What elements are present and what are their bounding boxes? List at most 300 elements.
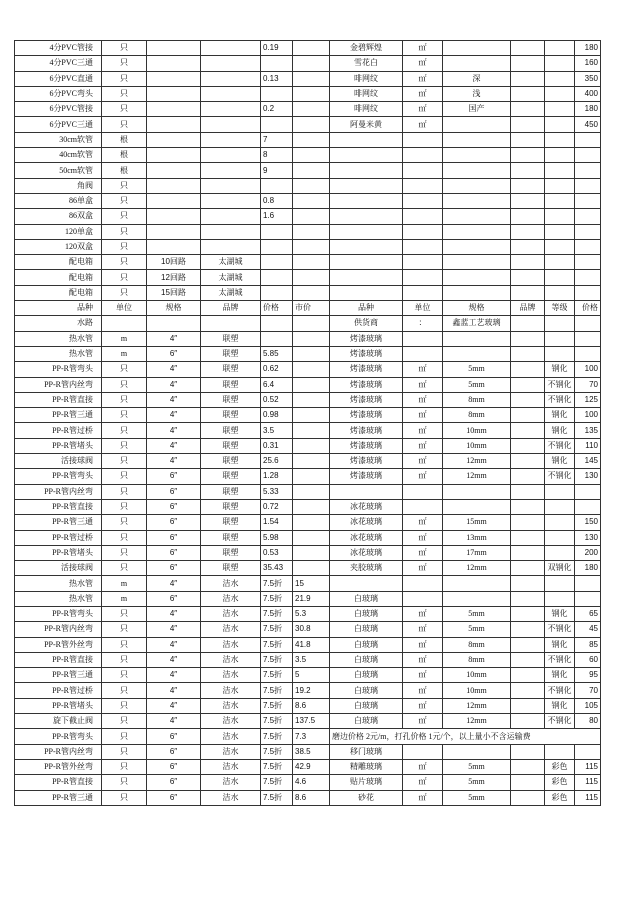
cell-glass-unit: ㎡	[403, 408, 443, 423]
cell-spec	[147, 209, 201, 224]
cell-glass-unit: ㎡	[403, 652, 443, 667]
cell-item-name: 40cm软管	[15, 148, 102, 163]
cell-market-price	[293, 163, 330, 178]
cell-unit: 只	[102, 255, 147, 270]
cell-item-name: 4分PVC三通	[15, 56, 102, 71]
cell-glass-type: 白玻璃	[330, 714, 403, 729]
table-row	[15, 71, 601, 86]
cell-glass-unit	[403, 331, 443, 346]
cell-glass-brand	[511, 377, 545, 392]
cell-glass-unit	[403, 209, 443, 224]
cell-brand: 洁水	[201, 698, 261, 713]
cell-spec	[147, 71, 201, 86]
cell-glass-type: 白玻璃	[330, 622, 403, 637]
cell-price	[261, 117, 293, 132]
cell-unit: 只	[102, 285, 147, 300]
cell-glass-type: 白玻璃	[330, 683, 403, 698]
cell-unit: 只	[102, 683, 147, 698]
table-row	[15, 591, 601, 606]
cell-price: 7.5折	[261, 729, 293, 744]
cell-grade	[545, 331, 575, 346]
cell-brand	[201, 224, 261, 239]
cell-glass-type: 夹胶玻璃	[330, 561, 403, 576]
cell-glass-unit	[403, 148, 443, 163]
cell-glass-type: 冰花玻璃	[330, 530, 403, 545]
cell-glass-type	[330, 255, 403, 270]
cell-market-price	[293, 41, 330, 56]
cell-glass-spec	[443, 132, 511, 147]
table-row	[15, 178, 601, 193]
cell-glass-type: 烤漆玻璃	[330, 377, 403, 392]
cell-spec: 4″	[147, 331, 201, 346]
cell-price	[261, 86, 293, 101]
cell-glass-price	[575, 193, 601, 208]
table-row	[15, 530, 601, 545]
cell-spec: 4″	[147, 714, 201, 729]
cell-glass-spec	[443, 148, 511, 163]
cell-glass-price: 价格	[575, 301, 601, 316]
table-row	[15, 515, 601, 530]
cell-unit: 只	[102, 714, 147, 729]
cell-market-price	[293, 469, 330, 484]
cell-brand	[201, 102, 261, 117]
cell-market-price	[293, 454, 330, 469]
cell-glass-spec: 国产	[443, 102, 511, 117]
cell-spec: 4″	[147, 637, 201, 652]
table-row	[15, 545, 601, 560]
cell-glass-unit: ㎡	[403, 469, 443, 484]
cell-glass-spec	[443, 178, 511, 193]
cell-glass-type: 白玻璃	[330, 668, 403, 683]
cell-market-price	[293, 209, 330, 224]
cell-brand: 联塑	[201, 438, 261, 453]
cell-brand	[201, 163, 261, 178]
cell-spec: 4″	[147, 622, 201, 637]
cell-spec	[147, 163, 201, 178]
cell-glass-spec: 鑫蓝工艺玻璃	[443, 316, 511, 331]
cell-brand: 联塑	[201, 392, 261, 407]
cell-unit: 只	[102, 86, 147, 101]
cell-price: 0.19	[261, 41, 293, 56]
cell-spec	[147, 41, 201, 56]
cell-spec	[147, 86, 201, 101]
cell-glass-unit	[403, 163, 443, 178]
cell-glass-unit	[403, 346, 443, 361]
cell-glass-brand	[511, 545, 545, 560]
cell-glass-price: 65	[575, 606, 601, 621]
cell-unit: 只	[102, 438, 147, 453]
cell-item-name: 配电箱	[15, 255, 102, 270]
cell-unit: 只	[102, 775, 147, 790]
cell-market-price	[293, 484, 330, 499]
cell-spec	[147, 224, 201, 239]
cell-glass-type: 阿曼米黄	[330, 117, 403, 132]
cell-spec: 6″	[147, 790, 201, 805]
cell-price: 1.54	[261, 515, 293, 530]
cell-market-price: 41.8	[293, 637, 330, 652]
cell-price: 5.85	[261, 346, 293, 361]
cell-price: 7.5折	[261, 775, 293, 790]
cell-unit: 只	[102, 759, 147, 774]
cell-glass-price: 145	[575, 454, 601, 469]
cell-glass-unit: ：	[403, 316, 443, 331]
cell-market-price	[293, 530, 330, 545]
cell-unit: 只	[102, 224, 147, 239]
cell-spec	[147, 102, 201, 117]
cell-brand	[201, 193, 261, 208]
cell-price: 7.5折	[261, 576, 293, 591]
cell-glass-brand	[511, 86, 545, 101]
cell-grade: 等级	[545, 301, 575, 316]
cell-glass-brand	[511, 224, 545, 239]
cell-market-price: 42.9	[293, 759, 330, 774]
cell-unit: 根	[102, 132, 147, 147]
cell-price: 3.5	[261, 423, 293, 438]
cell-brand: 品牌	[201, 301, 261, 316]
cell-price: 7.5折	[261, 591, 293, 606]
cell-price: 7.5折	[261, 622, 293, 637]
cell-glass-brand	[511, 637, 545, 652]
table-row	[15, 606, 601, 621]
cell-unit: 只	[102, 637, 147, 652]
cell-unit: 只	[102, 56, 147, 71]
cell-glass-spec: 深	[443, 71, 511, 86]
cell-price: 7.5折	[261, 714, 293, 729]
cell-grade	[545, 132, 575, 147]
cell-glass-brand	[511, 438, 545, 453]
cell-glass-type: 金碧辉煌	[330, 41, 403, 56]
cell-glass-spec: 8mm	[443, 408, 511, 423]
cell-grade: 钢化	[545, 606, 575, 621]
cell-glass-brand	[511, 423, 545, 438]
cell-market-price	[293, 285, 330, 300]
cell-item-name: 6分PVC管接	[15, 102, 102, 117]
cell-glass-type: 烤漆玻璃	[330, 438, 403, 453]
table-row	[15, 484, 601, 499]
cell-item-name: PP-R管直接	[15, 652, 102, 667]
cell-glass-spec	[443, 255, 511, 270]
cell-unit: 只	[102, 71, 147, 86]
cell-grade	[545, 530, 575, 545]
table-row	[15, 637, 601, 652]
cell-glass-unit: ㎡	[403, 775, 443, 790]
table-row	[15, 576, 601, 591]
cell-brand: 联塑	[201, 484, 261, 499]
cell-glass-spec: 12mm	[443, 469, 511, 484]
cell-unit: 只	[102, 545, 147, 560]
cell-market-price	[293, 224, 330, 239]
cell-market-price: 15	[293, 576, 330, 591]
cell-item-name: 86单盒	[15, 193, 102, 208]
cell-brand: 联塑	[201, 331, 261, 346]
cell-glass-price: 70	[575, 683, 601, 698]
table-row	[15, 759, 601, 774]
cell-glass-brand	[511, 561, 545, 576]
cell-glass-spec: 10mm	[443, 423, 511, 438]
cell-spec: 6″	[147, 759, 201, 774]
cell-glass-unit	[403, 178, 443, 193]
cell-glass-type	[330, 224, 403, 239]
cell-brand: 洁水	[201, 683, 261, 698]
table-row	[15, 285, 601, 300]
cell-grade: 钢化	[545, 637, 575, 652]
table-row	[15, 454, 601, 469]
cell-price: 7.5折	[261, 683, 293, 698]
cell-grade	[545, 499, 575, 514]
table-row	[15, 668, 601, 683]
cell-brand: 联塑	[201, 499, 261, 514]
cell-price: 价格	[261, 301, 293, 316]
cell-glass-unit	[403, 255, 443, 270]
cell-brand: 洁水	[201, 576, 261, 591]
cell-glass-unit: ㎡	[403, 515, 443, 530]
cell-market-price	[293, 132, 330, 147]
cell-price: 7.5折	[261, 790, 293, 805]
cell-unit: 只	[102, 530, 147, 545]
cell-glass-brand	[511, 178, 545, 193]
cell-price: 6.4	[261, 377, 293, 392]
cell-glass-type: 烤漆玻璃	[330, 408, 403, 423]
cell-market-price	[293, 117, 330, 132]
cell-glass-unit	[403, 239, 443, 254]
cell-item-name: 120单盒	[15, 224, 102, 239]
cell-glass-brand	[511, 41, 545, 56]
cell-item-name: PP-R管三通	[15, 790, 102, 805]
cell-brand: 联塑	[201, 408, 261, 423]
table-row	[15, 392, 601, 407]
cell-glass-unit: ㎡	[403, 423, 443, 438]
table-row	[15, 301, 601, 316]
cell-glass-type	[330, 239, 403, 254]
cell-unit: m	[102, 346, 147, 361]
cell-market-price: 38.5	[293, 744, 330, 759]
table-row	[15, 469, 601, 484]
cell-market-price: 19.2	[293, 683, 330, 698]
cell-glass-spec	[443, 331, 511, 346]
cell-brand: 联塑	[201, 515, 261, 530]
cell-glass-type: 雪花白	[330, 56, 403, 71]
cell-unit: 只	[102, 469, 147, 484]
table-row	[15, 316, 601, 331]
cell-glass-spec: 5mm	[443, 606, 511, 621]
cell-glass-spec	[443, 56, 511, 71]
cell-glass-brand	[511, 392, 545, 407]
cell-brand	[201, 71, 261, 86]
table-row	[15, 132, 601, 147]
cell-item-name: 6分PVC弯头	[15, 86, 102, 101]
cell-glass-brand	[511, 408, 545, 423]
cell-glass-price: 130	[575, 469, 601, 484]
cell-grade: 双钢化	[545, 561, 575, 576]
cell-glass-price	[575, 484, 601, 499]
cell-grade: 不钢化	[545, 714, 575, 729]
cell-price: 0.8	[261, 193, 293, 208]
cell-grade	[545, 545, 575, 560]
cell-item-name: PP-R管内丝弯	[15, 484, 102, 499]
cell-item-name: 配电箱	[15, 285, 102, 300]
cell-item-name: 旋下截止阀	[15, 714, 102, 729]
cell-glass-brand	[511, 530, 545, 545]
cell-glass-brand	[511, 622, 545, 637]
cell-grade	[545, 484, 575, 499]
cell-brand	[201, 56, 261, 71]
cell-item-name: 6分PVC三通	[15, 117, 102, 132]
cell-glass-brand	[511, 71, 545, 86]
cell-glass-spec: 12mm	[443, 454, 511, 469]
cell-item-name: 6分PVC直通	[15, 71, 102, 86]
cell-item-name: PP-R管过桥	[15, 530, 102, 545]
cell-glass-type: 白玻璃	[330, 591, 403, 606]
cell-brand	[201, 132, 261, 147]
cell-glass-unit: ㎡	[403, 362, 443, 377]
cell-glass-type: 啡网纹	[330, 102, 403, 117]
cell-brand: 联塑	[201, 469, 261, 484]
cell-glass-brand	[511, 362, 545, 377]
cell-glass-spec: 5mm	[443, 362, 511, 377]
cell-item-name: 品种	[15, 301, 102, 316]
cell-glass-spec: 5mm	[443, 775, 511, 790]
cell-unit: 根	[102, 148, 147, 163]
cell-market-price	[293, 270, 330, 285]
cell-market-price	[293, 438, 330, 453]
cell-glass-brand	[511, 714, 545, 729]
cell-grade	[545, 744, 575, 759]
cell-brand: 洁水	[201, 606, 261, 621]
cell-price: 0.52	[261, 392, 293, 407]
cell-spec: 6″	[147, 515, 201, 530]
cell-brand: 洁水	[201, 790, 261, 805]
cell-item-name: 角阀	[15, 178, 102, 193]
cell-glass-price	[575, 239, 601, 254]
cell-glass-spec	[443, 193, 511, 208]
cell-spec: 4″	[147, 668, 201, 683]
cell-market-price	[293, 102, 330, 117]
cell-glass-price	[575, 499, 601, 514]
cell-item-name: 热水管	[15, 591, 102, 606]
cell-glass-spec	[443, 484, 511, 499]
cell-brand: 联塑	[201, 346, 261, 361]
cell-price	[261, 331, 293, 346]
cell-grade: 钢化	[545, 423, 575, 438]
cell-market-price: 8.6	[293, 698, 330, 713]
cell-item-name: PP-R管过桥	[15, 423, 102, 438]
cell-brand: 洁水	[201, 637, 261, 652]
cell-price: 35.43	[261, 561, 293, 576]
cell-spec: 4″	[147, 652, 201, 667]
cell-glass-type: 贴片玻璃	[330, 775, 403, 790]
cell-glass-price: 45	[575, 622, 601, 637]
cell-price: 7.5折	[261, 759, 293, 774]
cell-price	[261, 255, 293, 270]
cell-price: 25.6	[261, 454, 293, 469]
cell-brand: 洁水	[201, 622, 261, 637]
cell-unit: 只	[102, 790, 147, 805]
cell-glass-brand	[511, 790, 545, 805]
cell-market-price	[293, 71, 330, 86]
cell-glass-type: 烤漆玻璃	[330, 331, 403, 346]
cell-item-name: 热水管	[15, 576, 102, 591]
cell-market-price	[293, 178, 330, 193]
cell-glass-type	[330, 132, 403, 147]
cell-market-price	[293, 392, 330, 407]
cell-spec	[147, 193, 201, 208]
cell-spec	[147, 178, 201, 193]
cell-item-name: 86双盒	[15, 209, 102, 224]
cell-item-name: 30cm软管	[15, 132, 102, 147]
cell-market-price	[293, 561, 330, 576]
cell-glass-spec	[443, 117, 511, 132]
cell-market-price: 3.5	[293, 652, 330, 667]
cell-item-name: 配电箱	[15, 270, 102, 285]
cell-grade	[545, 163, 575, 178]
cell-glass-brand	[511, 698, 545, 713]
cell-market-price	[293, 255, 330, 270]
table-row	[15, 423, 601, 438]
cell-glass-price	[575, 591, 601, 606]
table-row	[15, 729, 601, 744]
cell-unit: 只	[102, 499, 147, 514]
cell-price: 5.98	[261, 530, 293, 545]
cell-glass-unit: ㎡	[403, 377, 443, 392]
cell-spec: 4″	[147, 377, 201, 392]
cell-price: 0.2	[261, 102, 293, 117]
cell-glass-price: 115	[575, 759, 601, 774]
cell-spec: 6″	[147, 499, 201, 514]
cell-glass-price: 95	[575, 668, 601, 683]
cell-market-price	[293, 377, 330, 392]
cell-unit: 只	[102, 117, 147, 132]
cell-unit: 只	[102, 362, 147, 377]
cell-glass-brand	[511, 652, 545, 667]
cell-glass-type	[330, 148, 403, 163]
table-row	[15, 622, 601, 637]
cell-unit: 只	[102, 668, 147, 683]
cell-unit: m	[102, 591, 147, 606]
cell-glass-spec: 10mm	[443, 683, 511, 698]
cell-glass-type	[330, 270, 403, 285]
cell-item-name: PP-R管内丝弯	[15, 377, 102, 392]
cell-glass-price	[575, 576, 601, 591]
cell-glass-type: 啡网纹	[330, 86, 403, 101]
cell-grade: 钢化	[545, 408, 575, 423]
cell-item-name: PP-R管直接	[15, 392, 102, 407]
cell-glass-price: 130	[575, 530, 601, 545]
cell-unit: m	[102, 576, 147, 591]
cell-spec: 4″	[147, 362, 201, 377]
cell-item-name: PP-R管堵头	[15, 698, 102, 713]
cell-item-name: PP-R管内丝弯	[15, 622, 102, 637]
cell-spec	[147, 316, 201, 331]
cell-market-price: 30.8	[293, 622, 330, 637]
cell-unit: 根	[102, 163, 147, 178]
cell-glass-unit: ㎡	[403, 714, 443, 729]
cell-glass-unit: ㎡	[403, 56, 443, 71]
cell-price	[261, 239, 293, 254]
cell-brand: 洁水	[201, 591, 261, 606]
cell-glass-price	[575, 270, 601, 285]
cell-item-name: PP-R管堵头	[15, 545, 102, 560]
cell-grade: 不钢化	[545, 683, 575, 698]
cell-grade: 不钢化	[545, 469, 575, 484]
cell-glass-price: 105	[575, 698, 601, 713]
table-row	[15, 193, 601, 208]
cell-grade: 不钢化	[545, 377, 575, 392]
cell-glass-brand	[511, 255, 545, 270]
cell-glass-spec: 5mm	[443, 790, 511, 805]
cell-glass-unit	[403, 591, 443, 606]
cell-glass-price: 135	[575, 423, 601, 438]
cell-brand: 联塑	[201, 561, 261, 576]
